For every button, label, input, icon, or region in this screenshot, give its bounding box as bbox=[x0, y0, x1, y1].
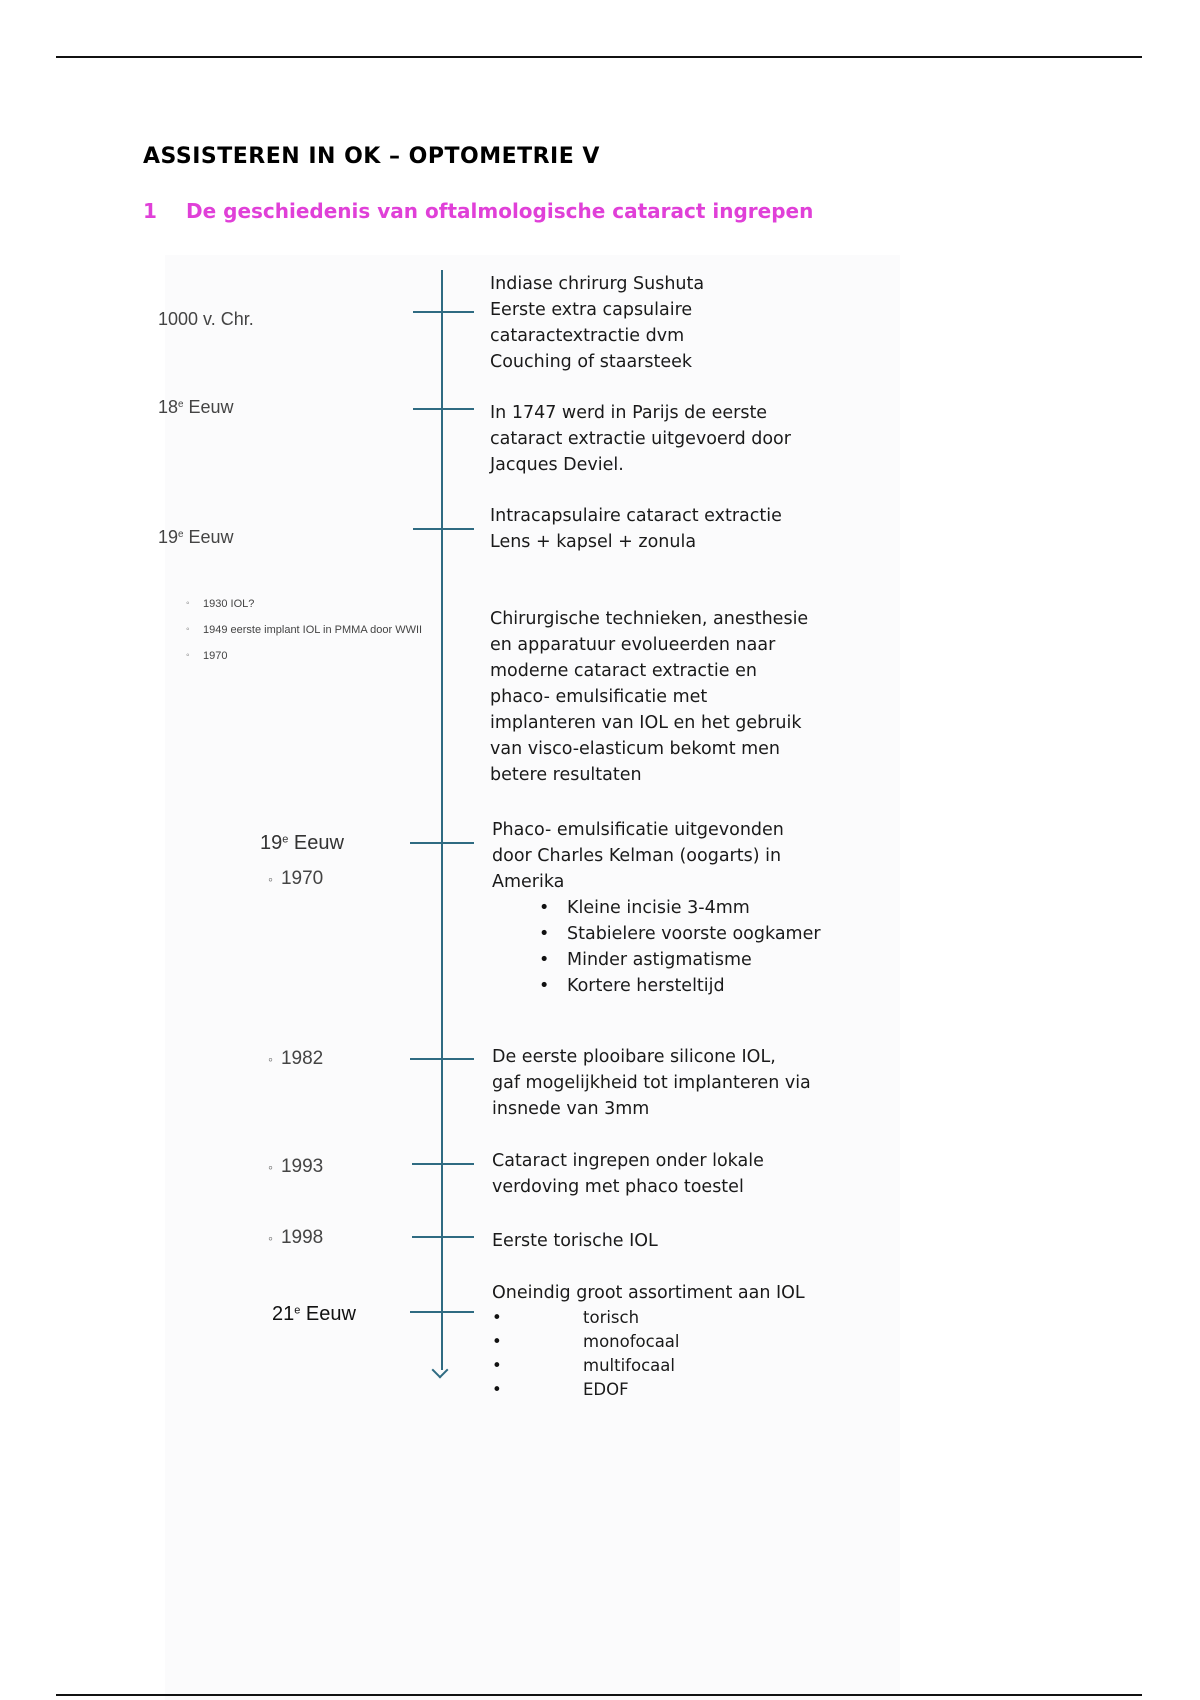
timeline-axis bbox=[441, 270, 443, 1370]
event-text-modern-techniques bbox=[490, 606, 808, 788]
list-item: • Stabielere voorste oogkamer bbox=[492, 921, 821, 947]
year-label-1993: ◦ 1993 bbox=[268, 1156, 323, 1178]
century-number: 21 bbox=[272, 1303, 295, 1325]
event-line: verdoving met phaco toestel bbox=[492, 1177, 744, 1197]
event-text-21st-century bbox=[492, 1280, 805, 1402]
event-line: cataractextractie dvm bbox=[490, 326, 685, 346]
era-label-18th-century bbox=[158, 397, 234, 418]
list-item: • Minder astigmatisme bbox=[492, 947, 821, 973]
event-line: In 1747 werd in Parijs de eerste bbox=[490, 403, 768, 423]
ordinal-suffix: e bbox=[178, 529, 184, 541]
century-word: Eeuw bbox=[183, 397, 234, 417]
event-line: insnede van 3mm bbox=[492, 1099, 650, 1119]
list-item: • monofocaal bbox=[492, 1330, 805, 1354]
event-line: Cataract ingrepen onder lokale bbox=[492, 1151, 764, 1171]
bottom-rule bbox=[56, 1694, 1142, 1696]
year-label-1970: ◦ 1970 bbox=[268, 868, 323, 890]
event-line: Intracapsulaire cataract extractie bbox=[490, 506, 782, 526]
section-heading bbox=[143, 199, 813, 223]
list-item: • Kortere hersteltijd bbox=[492, 973, 821, 999]
timeline-tick bbox=[410, 842, 474, 844]
year-label-1998: ◦ 1998 bbox=[268, 1227, 323, 1249]
event-line: Jacques Deviel. bbox=[490, 455, 624, 475]
century-number: 18 bbox=[158, 397, 179, 417]
iol-types-list bbox=[492, 1306, 805, 1402]
event-line: cataract extractie uitgevoerd door bbox=[490, 429, 791, 449]
document-title: ASSISTEREN IN OK – OPTOMETRIE V bbox=[143, 144, 600, 169]
event-line: door Charles Kelman (oogarts) in bbox=[492, 846, 782, 866]
year-label-1982: ◦ 1982 bbox=[268, 1048, 323, 1070]
list-item: • multifocaal bbox=[492, 1354, 805, 1378]
event-line: Amerika bbox=[492, 872, 565, 892]
era-label-19th-century-phaco bbox=[260, 832, 344, 855]
phaco-benefits-list bbox=[492, 895, 821, 999]
event-line: Lens + kapsel + zonula bbox=[490, 532, 697, 552]
event-line: Eerste torische IOL bbox=[492, 1231, 658, 1251]
event-line: betere resultaten bbox=[490, 765, 642, 785]
list-item: • torisch bbox=[492, 1306, 805, 1330]
event-text-1982 bbox=[492, 1044, 811, 1122]
event-line: Chirurgische technieken, anesthesie bbox=[490, 609, 809, 629]
century-number: 19 bbox=[158, 527, 179, 547]
ordinal-suffix: e bbox=[178, 399, 184, 411]
list-item: ◦ 1970 bbox=[186, 649, 446, 663]
timeline-tick bbox=[412, 1163, 474, 1165]
event-line: implanteren van IOL en het gebruik bbox=[490, 713, 802, 733]
era-label-21st-century bbox=[272, 1303, 356, 1326]
century-number: 19 bbox=[260, 832, 283, 854]
century-word: Eeuw bbox=[300, 1303, 356, 1325]
top-rule bbox=[56, 56, 1142, 58]
timeline-tick bbox=[413, 528, 474, 530]
event-line: van visco-elasticum bekomt men bbox=[490, 739, 781, 759]
event-line: Oneindig groot assortiment aan IOL bbox=[492, 1283, 805, 1303]
timeline-tick bbox=[410, 1058, 474, 1060]
timeline-tick bbox=[413, 311, 474, 313]
event-line: gaf mogelijkheid tot implanteren via bbox=[492, 1073, 811, 1093]
section-title: De geschiedenis van oftalmologische cataract ingrepen bbox=[186, 199, 814, 223]
event-line: en apparatuur evolueerden naar bbox=[490, 635, 776, 655]
event-line: phaco- emulsificatie met bbox=[490, 687, 708, 707]
event-text-1998 bbox=[492, 1228, 658, 1254]
century-word: Eeuw bbox=[183, 527, 234, 547]
list-item: ◦ 1949 eerste implant IOL in PMMA door WWII bbox=[186, 623, 446, 637]
event-line: Couching of staarsteek bbox=[490, 352, 693, 372]
century-word: Eeuw bbox=[288, 832, 344, 854]
event-line: moderne cataract extractie en bbox=[490, 661, 757, 681]
event-text-18th-century bbox=[490, 400, 791, 478]
sub-year-list bbox=[186, 597, 446, 675]
list-item: • Kleine incisie 3-4mm bbox=[492, 895, 821, 921]
timeline-tick bbox=[412, 1236, 474, 1238]
event-line: Eerste extra capsulaire bbox=[490, 300, 693, 320]
event-text-19th-century bbox=[490, 503, 782, 555]
event-text-1993 bbox=[492, 1148, 764, 1200]
event-line: Indiase chrirurg Sushuta bbox=[490, 274, 705, 294]
event-text-phaco bbox=[492, 817, 821, 999]
timeline-tick bbox=[410, 1311, 474, 1313]
event-line: Phaco- emulsificatie uitgevonden bbox=[492, 820, 784, 840]
event-text-1000-bc bbox=[490, 271, 704, 375]
ordinal-suffix: e bbox=[282, 833, 289, 846]
list-item: ◦ 1930 IOL? bbox=[186, 597, 446, 611]
section-number: 1 bbox=[143, 199, 157, 223]
era-label-1000-bc: 1000 v. Chr. bbox=[158, 309, 254, 329]
ordinal-suffix: e bbox=[294, 1304, 301, 1317]
timeline-tick bbox=[413, 408, 474, 410]
list-item: • EDOF bbox=[492, 1378, 805, 1402]
era-label-19th-century bbox=[158, 527, 234, 548]
event-line: De eerste plooibare silicone IOL, bbox=[492, 1047, 776, 1067]
